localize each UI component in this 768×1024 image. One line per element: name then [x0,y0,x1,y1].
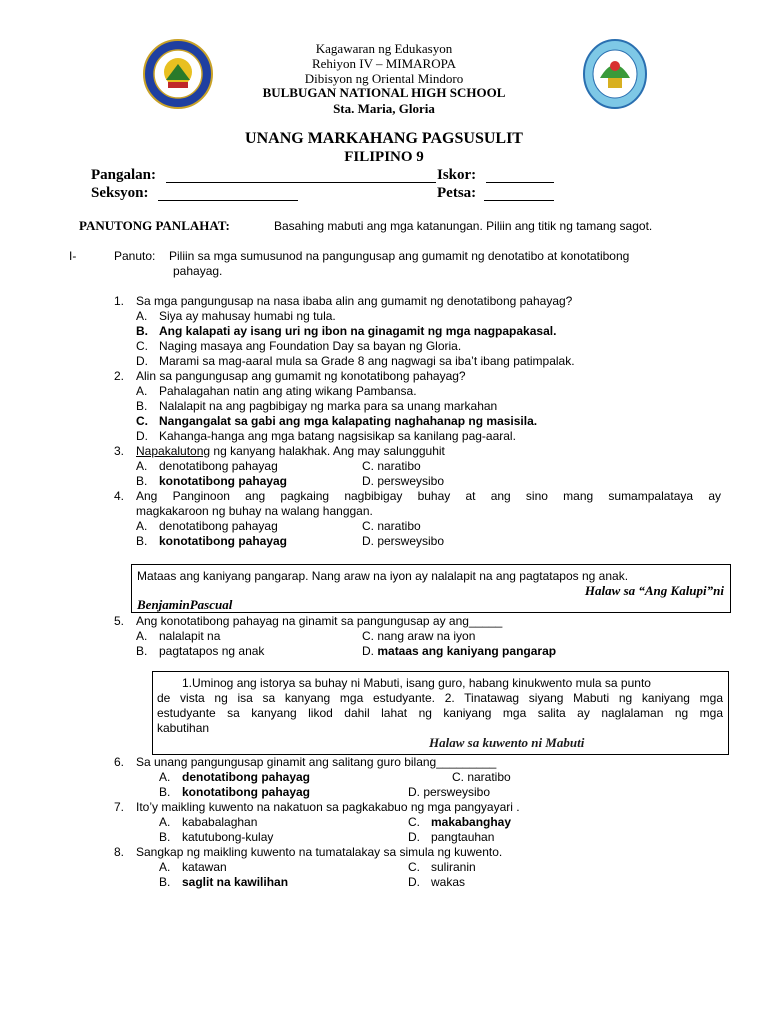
choice-letter: A. [159,770,171,784]
general-instruction-label: PANUTONG PANLAHAT: [79,218,230,233]
question-number: 8. [114,845,125,859]
agency-name: Kagawaran ng Edukasyon [315,41,453,56]
question-6-choice-d[interactable]: D. persweysibo [408,785,491,799]
question-5-text: Ang konotatibong pahayag na ginamit sa pangungusap ay ang_____ [136,614,503,628]
choice-letter: D. [408,830,420,844]
question-2-text: Alin sa pangungusap ang gumamit ng konotatibong pahayag? [136,369,466,383]
choice-letter: C. [408,815,420,829]
question-4-choice-c[interactable]: C. naratibo [362,519,421,533]
choice-letter: A. [136,519,148,533]
question-4-choice-b[interactable]: konotatibong pahayag [159,534,288,548]
name-field[interactable] [166,166,436,183]
question-5-choice-b[interactable]: pagtatapos ng anak [159,644,265,658]
choice-letter: A. [136,384,148,398]
question-8-choice-d[interactable]: wakas [431,875,466,889]
choice-letter: B. [136,399,148,413]
choice-letter: D. [136,354,148,368]
choice-letter: C. [408,860,420,874]
question-5-choice-c[interactable]: C. nang araw na iyon [362,629,476,643]
question-3-choice-c[interactable]: C. naratibo [362,459,421,473]
choice-letter: A. [159,815,171,829]
question-3-choice-d[interactable]: D. persweysibo [362,474,445,488]
story-text-line-3: estudyante sa kanyang likod dahil lahat ng kaniyang mga salita ay naglalaman ng mga [157,706,723,720]
question-8-choice-a[interactable]: katawan [182,860,227,874]
choice-letter: A. [136,309,148,323]
question-2-choice-d[interactable]: Kahanga-hanga ang mga batang nagsisikap sa kanilang pag-aaral. [159,429,516,443]
choice-letter: B. [136,534,148,548]
question-number: 4. [114,489,125,503]
question-2-choice-a[interactable]: Pahalagahan natin ang ating wikang Pambansa. [159,384,417,398]
question-6-text: Sa unang pangungusap ginamit ang salitang guro bilang_________ [136,755,497,769]
question-number: 3. [114,444,125,458]
question-1-choice-a[interactable]: Siya ay mahusay humabi ng tula. [159,309,336,323]
school-name: BULBUGAN NATIONAL HIGH SCHOOL [262,85,506,100]
exam-title: UNANG MARKAHANG PAGSUSULIT [245,130,523,147]
question-2-choice-c[interactable]: Nangangalat sa gabi ang mga kalapating naghahanap ng masisila. [159,414,538,428]
choice-letter: C. [136,414,148,428]
excerpt-text: Mataas ang kaniyang pangarap. Nang araw na iyon ay nalalapit na ang pagtatapos ng anak. [137,569,629,583]
question-7-choice-a[interactable]: kababalaghan [182,815,258,829]
question-3-choice-b[interactable]: konotatibong pahayag [159,474,288,488]
question-6-choice-c[interactable]: C. naratibo [452,770,511,784]
choice-letter: D. [136,429,148,443]
question-4-choice-d[interactable]: D. persweysibo [362,534,445,548]
part-number: I- [69,249,77,263]
question-6-choice-b[interactable]: konotatibong pahayag [182,785,311,799]
story-text-line-1: 1.Uminog ang istorya sa buhay ni Mabuti, isang guro, habang kinukwento mula sa punto [182,676,651,690]
question-3-text: Napakalutong ng kanyang halakhak. Ang may salungguhit [136,444,445,458]
division-name: Dibisyon ng Oriental Mindoro [304,71,464,86]
question-7-choice-d[interactable]: pangtauhan [431,830,495,844]
choice-letter: C. [136,339,148,353]
choice-letter: B. [136,324,148,338]
date-label: Petsa: [437,185,477,201]
reading-excerpt-box [131,564,731,613]
underlined-word: Napakalutong [136,444,211,458]
excerpt-author: BenjaminPascual [137,597,233,612]
question-2-choice-b[interactable]: Nalalapit na ang pagbibigay ng marka para sa unang markahan [159,399,498,413]
question-7-text: Ito’y maikling kuwento na nakatuon sa pagkakabuo ng mga pangyayari . [136,800,520,814]
question-number: 1. [114,294,125,308]
choice-letter: B. [136,644,148,658]
choice-letter: A. [159,860,171,874]
choice-letter: B. [159,830,171,844]
question-4-choice-a[interactable]: denotatibong pahayag [159,519,278,533]
choice-letter: B. [136,474,148,488]
question-8-choice-c[interactable]: suliranin [431,860,476,874]
question-7-choice-c[interactable]: makabanghay [431,815,512,829]
score-field[interactable] [486,166,554,183]
story-text-line-4: kabutihan [157,721,210,735]
school-location: Sta. Maria, Gloria [333,101,435,116]
question-5-choice-a[interactable]: nalalapit na [159,629,221,643]
choice-letter: A. [136,629,148,643]
choice-letter: B. [159,875,171,889]
direction-label: Panuto: [114,249,156,263]
direction-text-cont: pahayag. [173,264,223,278]
section-field[interactable] [158,184,298,201]
question-1-choice-d[interactable]: Marami sa mag-aaral mula sa Grade 8 ang nagwagi sa iba’t ibang patimpalak. [159,354,575,368]
question-1-choice-b[interactable]: Ang kalapati ay isang uri ng ibon na ginagamit ng mga nagpapakasal. [159,324,557,338]
date-field[interactable] [484,184,554,201]
general-instruction-text: Basahing mabuti ang mga katanungan. Piliin ang titik ng tamang sagot. [274,219,653,233]
story-text-line-2: de vista ng isa sa kanyang mga estudyante. 2. Tinatawag siyang Mabuti ng kaniyang mga [157,691,723,705]
question-1-choice-c[interactable]: Naging masaya ang Foundation Day sa bayan ng Gloria. [159,339,462,353]
question-number: 5. [114,614,125,628]
region-name: Rehiyon IV – MIMAROPA [311,56,457,71]
story-source: Halaw sa kuwento ni Mabuti [429,735,585,750]
section-label: Seksyon: [91,185,149,201]
choice-letter: D. [408,875,420,889]
direction-text: Piliin sa mga sumusunod na pangungusap ang gumamit ng denotatibo at konotatibong [169,249,630,263]
question-7-choice-b[interactable]: katutubong-kulay [182,830,274,844]
question-4-text: Ang Panginoon ang pagkaing nagbibigay buhay at ang sino mang sumampalataya ay [136,489,721,503]
question-1-text: Sa mga pangungusap na nasa ibaba alin ang gumamit ng denotatibong pahayag? [136,294,573,308]
question-8-choice-b[interactable]: saglit na kawilihan [182,875,289,889]
question-3-choice-a[interactable]: denotatibong pahayag [159,459,278,473]
choice-letter: B. [159,785,171,799]
question-number: 2. [114,369,125,383]
question-8-text: Sangkap ng maikling kuwento na tumatalakay sa simula ng kuwento. [136,845,503,859]
question-6-choice-a[interactable]: denotatibong pahayag [182,770,311,784]
question-number: 7. [114,800,125,814]
story-excerpt-box [152,671,729,755]
excerpt-source: Halaw sa “Ang Kalupi”ni [584,583,724,598]
name-label: Pangalan: [91,167,157,183]
subject-title: FILIPINO 9 [344,149,424,165]
score-label: Iskor: [437,167,477,183]
question-number: 6. [114,755,125,769]
choice-letter: A. [136,459,148,473]
question-4-text-cont: magkakaroon ng buhay na walang hanggan. [136,504,373,518]
question-5-choice-d[interactable]: D. mataas ang kaniyang pangarap [362,644,557,658]
